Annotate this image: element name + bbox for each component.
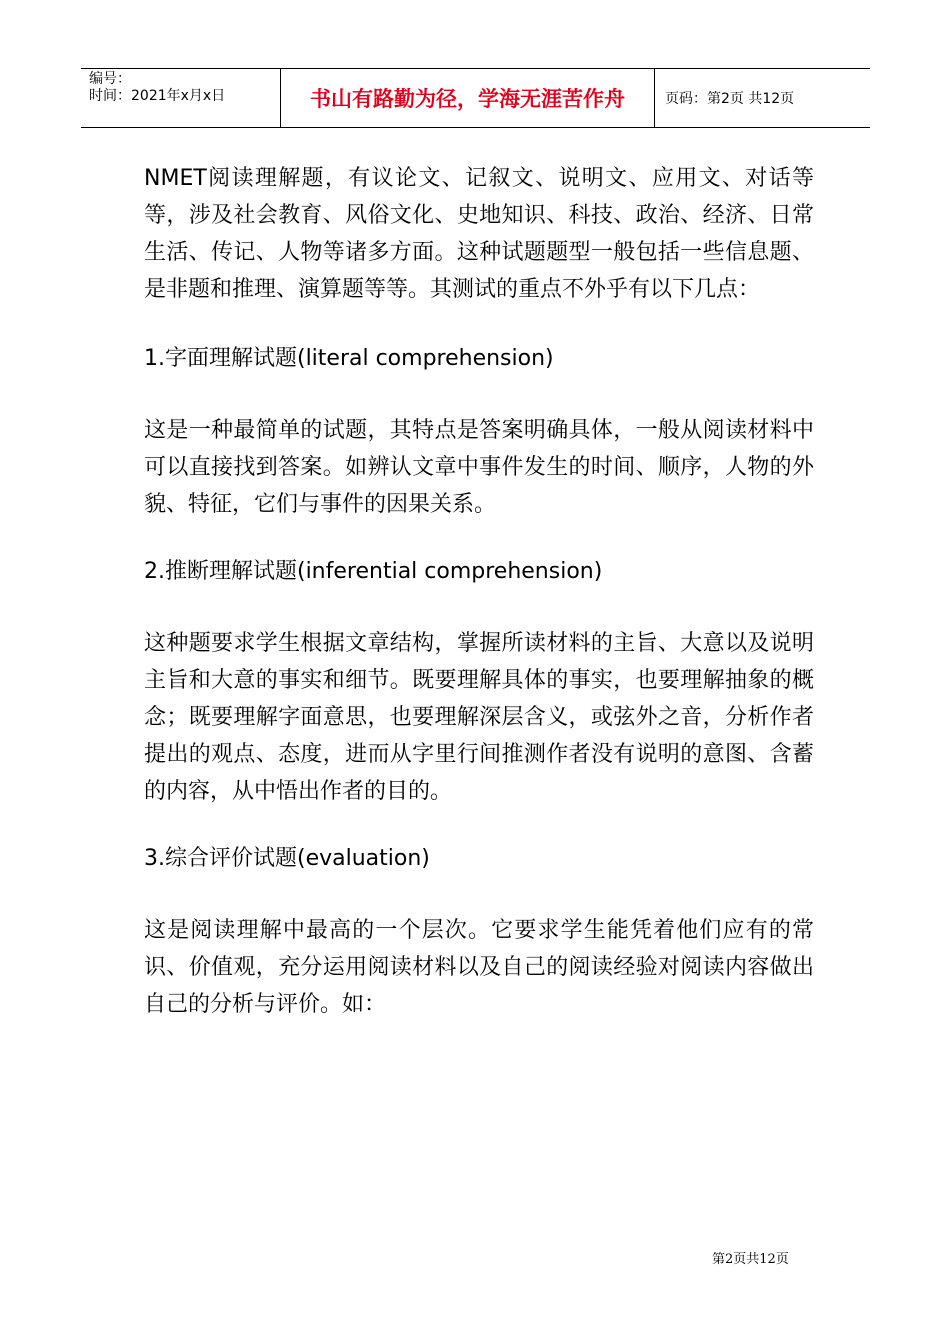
section-paragraph-3: 这是阅读理解中最高的一个层次。它要求学生能凭着他们应有的常识、价值观，充分运用阅读材料以及自己的阅读经验对阅读内容做出自己的分析与评价。如：	[144, 918, 814, 1017]
section-heading-3: 3.综合评价试题(evaluation)	[144, 846, 430, 871]
header-motto: 书山有路勤为径，学海无涯苦作舟	[281, 69, 655, 127]
document-body	[144, 160, 814, 1057]
intro-paragraph: NMET阅读理解题，有议论文、记叙文、说明文、应用文、对话等等，涉及社会教育、风俗文化、史地知识、科技、政治、经济、日常生活、传记、人物等诸多方面。这种试题题型一般包括一些信息题、是非题和推理、演算题等等。其测试的重点不外乎有以下几点：	[144, 166, 814, 302]
document-number-label: 编号：	[89, 71, 131, 87]
header-page-info: 页码：第2页 共12页	[665, 91, 795, 107]
section-paragraph-2: 这种题要求学生根据文章结构，掌握所读材料的主旨、大意以及说明主旨和大意的事实和细节。既要理解具体的事实，也要理解抽象的概念；既要理解字面意思，也要理解深层含义，或弦外之音，分析作者提出的观点、态度，进而从字里行间推测作者没有说明的意图、含蓄的内容，从中悟出作者的目的。	[144, 631, 814, 804]
page-footer-number: 第2页共12页	[712, 1252, 789, 1267]
document-time-label: 时间：2021年x月x日	[89, 88, 226, 104]
section-heading-1: 1.字面理解试题(literal comprehension)	[144, 346, 554, 371]
section-paragraph-1: 这是一种最简单的试题，其特点是答案明确具体，一般从阅读材料中可以直接找到答案。如辨认文章中事件发生的时间、顺序，人物的外貌、特征，它们与事件的因果关系。	[144, 418, 814, 517]
section-heading-2: 2.推断理解试题(inferential comprehension)	[144, 559, 603, 584]
header-meta	[81, 69, 281, 127]
page-header	[81, 68, 870, 128]
